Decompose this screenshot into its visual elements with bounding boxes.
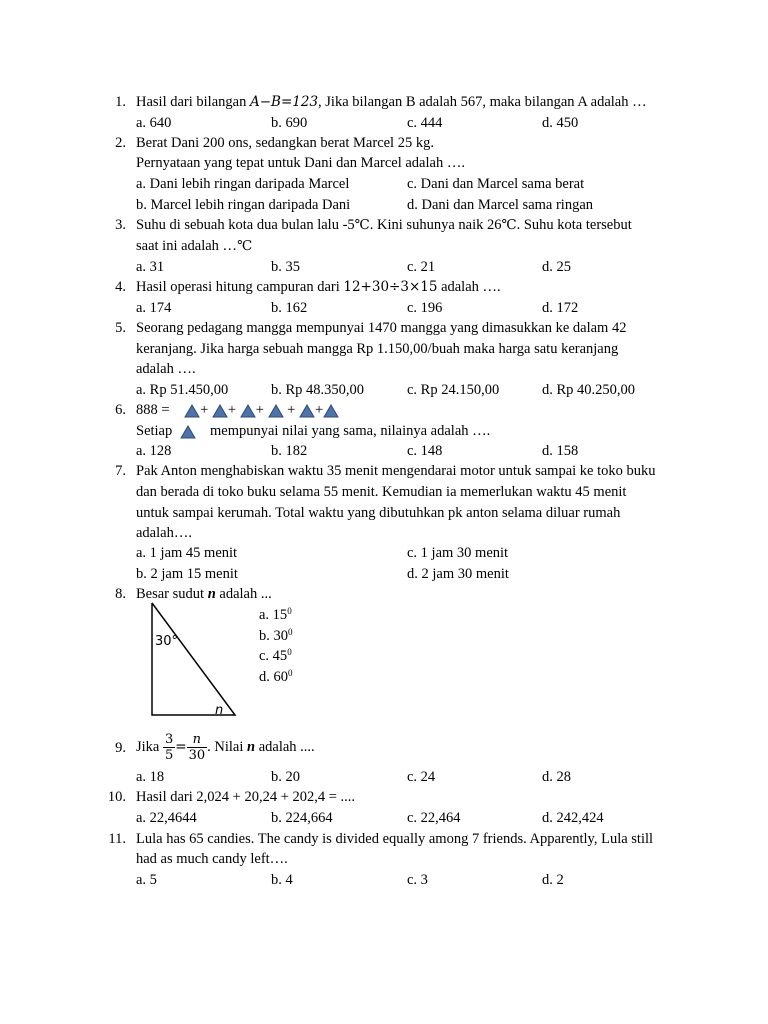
q2-option-a: a. Dani lebih ringan daripada Marcel [136,176,350,192]
q1-option-c: c. 444 [407,115,443,131]
q9-text [136,728,315,766]
q1-post: , Jika bilangan B adalah 567, maka bilangan A adalah … [318,94,647,110]
q2-option-c: c. Dani dan Marcel sama berat [407,176,585,192]
fraction-numerator: n [187,732,208,748]
q5-line3: adalah …. [136,361,196,377]
triangle-icon [299,404,315,418]
triangle-icon [268,404,284,418]
q6-line2 [136,421,490,441]
q4-option-b: b. 162 [271,300,308,316]
angle-n-label: n [215,703,224,718]
angle-30-label: 30° [155,634,179,649]
fraction-denominator: 30 [188,748,206,764]
q5-number: 5. [115,320,126,336]
q8-option-b-text: b. 30 [259,628,288,644]
q8-option-c [259,646,292,666]
triangle-icon [240,404,256,418]
q2-option-d: d. Dani dan Marcel sama ringan [407,197,594,213]
q8-option-a-sup: 0 [287,606,292,616]
q7-option-a: a. 1 jam 45 menit [136,545,238,561]
q3-line1 [136,215,632,235]
q7-option-c: c. 1 jam 30 menit [407,545,509,561]
q11-option-c: c. 3 [407,872,428,888]
triangle-icon [180,425,196,439]
fraction-3-5 [163,732,175,763]
q6-option-b: b. 182 [271,443,308,459]
q1-option-a: a. 640 [136,115,172,131]
q10-number: 10. [107,789,126,805]
q5-option-c: c. Rp 24.150,00 [407,382,500,398]
q4-text [136,277,501,297]
q11-number: 11. [108,831,126,847]
q11-option-d: d. 2 [542,872,564,888]
q3-post: . Suhu kota tersebut [516,217,632,233]
q6-plus: + [227,402,237,418]
q9-var: n [247,739,256,755]
q3-option-c: c. 21 [407,259,436,275]
q8-number: 8. [115,586,126,602]
triangle-icon [212,404,228,418]
q7-option-b: b. 2 jam 15 menit [136,566,238,582]
q10-option-c: c. 22,464 [407,810,461,826]
q9-number: 9. [115,740,126,756]
q8-post: adalah ... [215,586,272,602]
triangle-icon [184,404,200,418]
q7-line4: adalah…. [136,525,192,541]
q8-pre: Besar sudut [136,586,208,602]
q1-pre: Hasil dari bilangan [136,94,250,110]
q4-option-c: c. 196 [407,300,443,316]
q5-option-b: b. Rp 48.350,00 [271,382,365,398]
q2-option-b: b. Marcel lebih ringan daripada Dani [136,197,351,213]
q8-option-c-text: c. 45 [259,648,288,664]
fraction-n-30 [187,732,208,763]
q10-option-b: b. 224,664 [271,810,333,826]
q1-text [136,92,647,112]
q9-post: adalah .... [255,739,315,755]
q6-plus: + [200,402,209,418]
triangle-outline [152,603,235,715]
q7-line3: untuk sampai kerumah. Total waktu yang dibutuhkan pk anton selama diluar rumah [136,505,621,521]
q9-pre: Jika [136,739,163,755]
q6-plus: + [314,402,324,418]
q8-option-d-sup: 0 [288,668,293,678]
q7-line2: dan berada di toko buku selama 55 menit. Kemudian ia memerlukan waktu 45 menit [136,484,627,500]
q11-option-b: b. 4 [271,872,293,888]
q9-equals: = [175,739,187,755]
q6-line2-pre: Setiap [136,423,173,439]
q8-option-c-sup: 0 [287,647,292,657]
q10-text: Hasil dari 2,024 + 20,24 + 202,4 = .... [136,789,356,805]
q3-option-b: b. 35 [271,259,300,275]
q7-number: 7. [115,463,126,479]
q3-option-a: a. 31 [136,259,165,275]
q7-option-d: d. 2 jam 30 menit [407,566,509,582]
q9-mid: . Nilai [207,739,247,755]
q2-line2: Pernyataan yang tepat untuk Dani dan Marcel adalah …. [136,155,465,171]
q7-line1: Pak Anton menghabiskan waktu 35 menit mengendarai motor untuk sampai ke toko buku [136,463,656,479]
q9-option-b: b. 20 [271,769,300,785]
q5-option-d: d. Rp 40.250,00 [542,382,636,398]
q9-option-a: a. 18 [136,769,165,785]
q4-expr: 12+30÷3×15 [343,279,438,295]
fraction-numerator: 3 [164,732,174,748]
q3-line2 [136,236,252,256]
q3-degree-3: ℃ [237,238,253,254]
q3-degree-2: ℃ [501,217,517,233]
q3-pre: Suhu di sebuah kota dua bulan lalu -5 [136,217,355,233]
q5-line1: Seorang pedagang mangga mempunyai 1470 mangga yang dimasukkan ke dalam 42 [136,320,627,336]
q9-option-c: c. 24 [407,769,436,785]
q10-option-d: d. 242,424 [542,810,604,826]
right-triangle-diagram [145,600,245,720]
triangle-icon [323,404,339,418]
q6-plus: + [255,402,264,418]
q3-line2-pre: saat ini adalah … [136,238,238,254]
q4-pre: Hasil operasi hitung campuran dari [136,279,344,295]
q8-option-d-text: d. 60 [259,669,288,685]
q2-number: 2. [115,135,126,151]
q8-option-b-sup: 0 [288,627,293,637]
q1-option-b: b. 690 [271,115,308,131]
q3-option-d: d. 25 [542,259,571,275]
q8-option-b [259,626,293,646]
q6-option-c: c. 148 [407,443,443,459]
q8-option-d [259,667,293,687]
q4-option-d: d. 172 [542,300,579,316]
q6-pre: 888 = [136,402,170,418]
q4-post: adalah …. [437,279,501,295]
q10-option-a: a. 22,4644 [136,810,197,826]
q3-number: 3. [115,217,126,233]
q3-mid: . Kini suhunya naik 26 [369,217,502,233]
q11-line2: had as much candy left…. [136,851,288,867]
q6-plus: + [287,402,296,418]
q9-option-d: d. 28 [542,769,571,785]
q4-option-a: a. 174 [136,300,172,316]
q6-option-a: a. 128 [136,443,172,459]
q4-number: 4. [115,279,126,295]
q1-expr: A−B=123 [249,94,319,110]
q1-option-d: d. 450 [542,115,579,131]
q8-option-a-text: a. 15 [259,607,288,623]
q2-line1: Berat Dani 200 ons, sedangkan berat Marcel 25 kg. [136,135,434,151]
q8-option-a [259,605,292,625]
q1-number: 1. [115,94,126,110]
q6-line2-post: mempunyai nilai yang sama, nilainya adalah …. [210,423,491,439]
q6-option-d: d. 158 [542,443,579,459]
q11-line1: Lula has 65 candies. The candy is divided equally among 7 friends. Apparently, Lula still [136,831,654,847]
q3-degree-1: ℃ [354,217,370,233]
q6-line1 [136,400,339,420]
fraction-denominator: 5 [164,748,174,764]
q11-option-a: a. 5 [136,872,157,888]
q6-number: 6. [115,402,126,418]
q5-line2: keranjang. Jika harga sebuah mangga Rp 1.150,00/buah maka harga satu keranjang [136,341,619,357]
q8-var: n [207,586,216,602]
q5-option-a: a. Rp 51.450,00 [136,382,229,398]
